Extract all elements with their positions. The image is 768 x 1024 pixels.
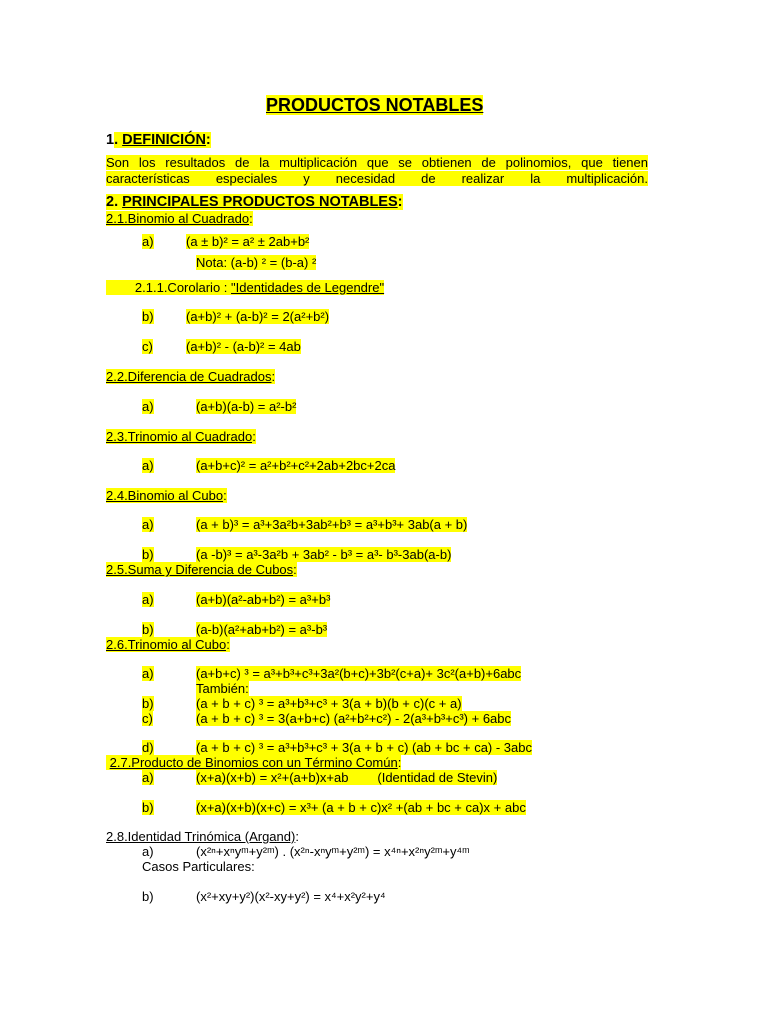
formula-2-5-b: (a-b)(a²+ab+b²) = a³-b³	[196, 622, 328, 637]
section-1-paragraph: Son los resultados de la multiplicación que se obtienen de polinomios, que tienen características especiales y necesidad de realizar la multiplicación.	[106, 155, 648, 186]
label-b: b)	[142, 889, 154, 904]
label-a: a)	[142, 770, 154, 785]
stevin-note: (Identidad de Stevin)	[377, 770, 498, 785]
formula-2-6-b: (a + b + c) ³ = a³+b³+c³ + 3(a + b)(b + c)(c + a)	[196, 696, 462, 711]
formula-2-6-d: (a + b + c) ³ = a³+b³+c³ + 3(a + b + c) (ab + bc + ca) - 3abc	[196, 740, 532, 755]
formula-2-7-b: (x+a)(x+b)(x+c) = x³+ (a + b + c)x² +(ab + bc + ca)x + abc	[196, 800, 526, 815]
label-b: b)	[142, 800, 154, 815]
subsection-2-6: 2.6.Trinomio al Cubo:	[106, 637, 230, 652]
formula-2-1-a: (a ± b)² = a² ± 2ab+b²	[186, 234, 310, 249]
formula-2-6-tambien: También:	[196, 681, 249, 696]
label-a: a)	[142, 458, 154, 473]
formula-2-6-c: (a + b + c) ³ = 3(a+b+c) (a²+b²+c²) - 2(a³+b³+c³) + 6abc	[196, 711, 512, 726]
label-b: b)	[142, 622, 154, 637]
label-b: b)	[142, 309, 154, 324]
formula-2-3-a: (a+b+c)² = a²+b²+c²+2ab+2bc+2ca	[196, 458, 396, 473]
label-c: c)	[142, 711, 153, 726]
subsection-2-4: 2.4.Binomio al Cubo:	[106, 488, 227, 503]
subsection-2-1-1: 2.1.1.Corolario : "Identidades de Legendre"	[106, 280, 384, 295]
subsection-2-2: 2.2.Diferencia de Cuadrados:	[106, 369, 276, 384]
section-1-heading: 1. DEFINICIÓN:	[106, 132, 211, 148]
label-c: c)	[142, 339, 153, 354]
formula-2-8-b: (x²+xy+y²)(x²-xy+y²) = x⁴+x²y²+y⁴	[196, 889, 386, 904]
section-2-label: PRINCIPALES PRODUCTOS NOTABLES	[122, 194, 398, 210]
section-1-label: DEFINICIÓN	[122, 132, 206, 148]
label-a: a)	[142, 234, 154, 249]
formula-2-5-a: (a+b)(a²-ab+b²) = a³+b³	[196, 592, 331, 607]
label-b: b)	[142, 547, 154, 562]
subsection-2-1: 2.1.Binomio al Cuadrado:	[106, 211, 253, 226]
label-a: a)	[142, 666, 154, 681]
formula-2-8-a: (x²ⁿ+xⁿyᵐ+y²ᵐ) . (x²ⁿ-xⁿyᵐ+y²ᵐ) = x⁴ⁿ+x²ⁿy²ᵐ+y⁴ᵐ	[196, 844, 470, 859]
formula-2-1-nota: Nota: (a-b) ² = (b-a) ²	[196, 255, 317, 270]
subsection-2-5: 2.5.Suma y Diferencia de Cubos:	[106, 562, 297, 577]
page-title: PRODUCTOS NOTABLES	[266, 95, 484, 115]
label-a: a)	[142, 517, 154, 532]
formula-2-4-a: (a + b)³ = a³+3a²b+3ab²+b³ = a³+b³+ 3ab(a + b)	[196, 517, 468, 532]
subsection-2-8: 2.8.Identidad Trinómica (Argand):	[106, 829, 299, 844]
section-2-heading: 2. PRINCIPALES PRODUCTOS NOTABLES:	[106, 194, 403, 210]
label-a: a)	[142, 399, 154, 414]
label-d: d)	[142, 740, 154, 755]
label-a: a)	[142, 592, 154, 607]
formula-2-4-b: (a -b)³ = a³-3a²b + 3ab² - b³ = a³- b³-3ab(a-b)	[196, 547, 452, 562]
casos-particulares: Casos Particulares:	[142, 859, 255, 874]
formula-2-2-a: (a+b)(a-b) = a²-b²	[196, 399, 297, 414]
formula-2-1-c: (a+b)² - (a-b)² = 4ab	[186, 339, 301, 354]
formula-2-1-b: (a+b)² + (a-b)² = 2(a²+b²)	[186, 309, 330, 324]
label-a: a)	[142, 844, 154, 859]
subsection-2-3: 2.3.Trinomio al Cuadrado:	[106, 429, 256, 444]
formula-2-7-a: (x+a)(x+b) = x²+(a+b)x+ab (Identidad de Stevin)	[196, 770, 498, 785]
subsection-2-7: 2.7.Producto de Binomios con un Término Común:	[106, 755, 401, 770]
label-b: b)	[142, 696, 154, 711]
formula-2-6-a: (a+b+c) ³ = a³+b³+c³+3a²(b+c)+3b²(c+a)+ 3c²(a+b)+6abc	[196, 666, 522, 681]
